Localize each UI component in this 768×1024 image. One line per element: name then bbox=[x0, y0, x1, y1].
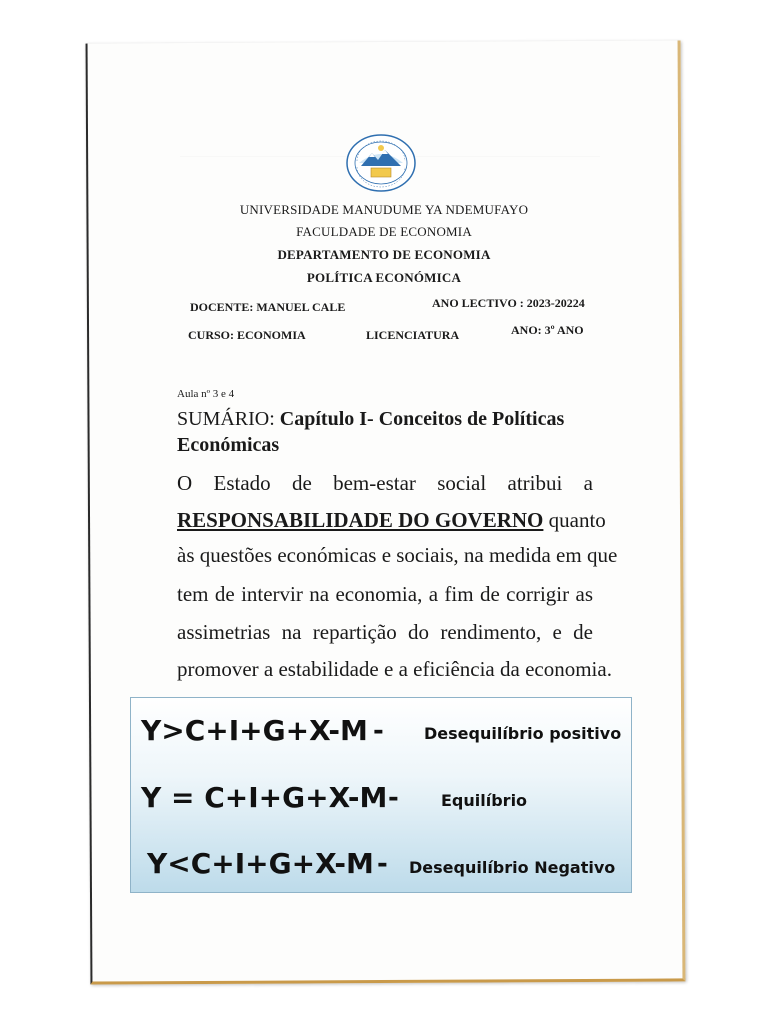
paragraph-line-3: às questões económicas e sociais, na medida em que bbox=[177, 543, 618, 567]
equation-dash: - bbox=[373, 716, 384, 746]
faculty-name: FACULDADE DE ECONOMIA bbox=[296, 224, 472, 239]
ano-label: ANO: 3º ANO bbox=[511, 323, 584, 337]
university-seal-icon bbox=[345, 133, 417, 193]
highlight-responsabilidade: RESPONSABILIDADE DO GOVERNO bbox=[177, 508, 544, 532]
grau-label: LICENCIATURA bbox=[366, 328, 460, 342]
sumario bbox=[177, 406, 607, 458]
sumario-label: SUMÁRIO: bbox=[177, 408, 280, 430]
ano-lectivo-label: ANO LECTIVO : 2023-20224 bbox=[432, 296, 585, 310]
equation-dash: - bbox=[377, 849, 388, 879]
equation-label: Desequilíbrio positivo bbox=[424, 724, 622, 743]
course-subject: POLÍTICA ECONÓMICA bbox=[306, 270, 462, 285]
equation-label: Equilíbrio bbox=[441, 791, 528, 810]
docente-label: DOCENTE: MANUEL CALE bbox=[190, 300, 346, 314]
equation-formula: Y = C+I+G+X-M bbox=[141, 781, 388, 814]
equation-label: Desequilíbrio Negativo bbox=[409, 858, 616, 877]
university-name: UNIVERSIDADE MANUDUME YA NDEMUFAYO bbox=[239, 202, 529, 217]
equation-dash: - bbox=[388, 783, 399, 813]
paragraph-line-2-rest: quanto bbox=[543, 508, 606, 532]
equation-formula: Y>C+I+G+X-M bbox=[141, 714, 368, 747]
aula-label: Aula nº 3 e 4 bbox=[177, 388, 235, 400]
paragraph-line-2 bbox=[177, 508, 606, 533]
department-name: DEPARTAMENTO DE ECONOMIA bbox=[277, 247, 491, 262]
paragraph-line-4: tem de intervir na economia, a fim de corrigir as bbox=[177, 582, 593, 606]
sumario-title: Capítulo I- Conceitos de Políticas Económicas bbox=[177, 408, 565, 456]
equations-box bbox=[130, 697, 632, 893]
paragraph-line-6: promover a estabilidade e a eficiência da economia. bbox=[177, 657, 612, 681]
equation-formula: Y<C+I+G+X-M bbox=[147, 847, 374, 880]
paragraph-line-1: O Estado de bem-estar social atribui a bbox=[177, 471, 593, 495]
paragraph-line-5: assimetrias na repartição do rendimento, e de bbox=[177, 620, 593, 644]
curso-label: CURSO: ECONOMIA bbox=[188, 328, 306, 342]
